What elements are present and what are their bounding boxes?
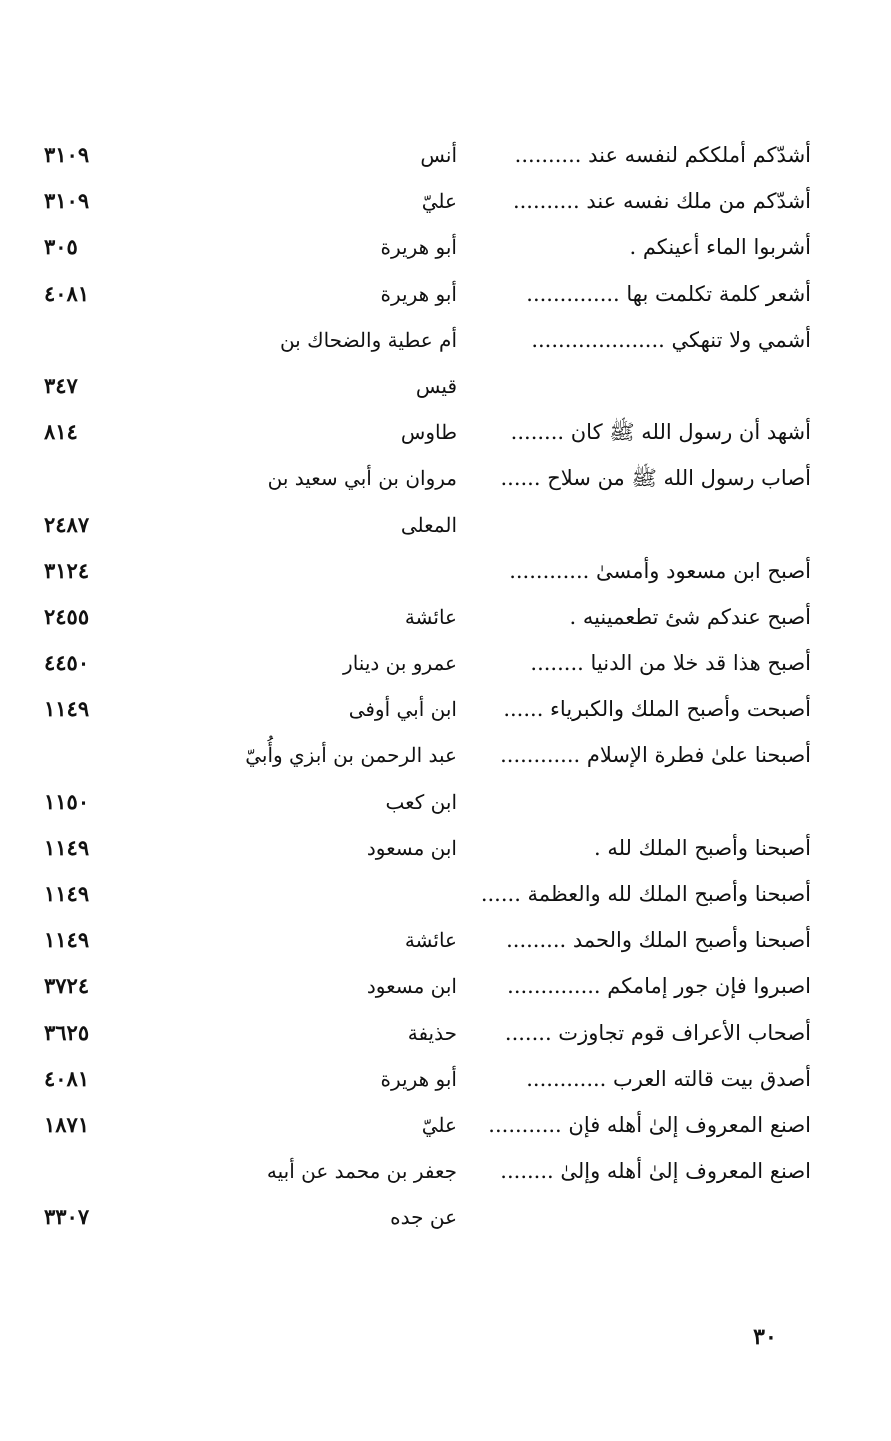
hadith-number: ٣٣٠٧ (44, 1204, 90, 1230)
narrator-name: ابن أبي أوفى (348, 697, 457, 722)
hadith-opening-text: أصدق بيت قالته العرب ............ (526, 1066, 811, 1091)
narrator-name: المعلى (400, 512, 457, 537)
hadith-opening-text: اصبروا فإن جور إمامكم .............. (507, 974, 811, 999)
hadith-opening-text: أصبح هذا قد خلا من الدنيا ........ (530, 651, 811, 676)
index-row (0, 1056, 891, 1102)
index-row (0, 317, 891, 363)
index-row (0, 271, 891, 317)
index-row (0, 825, 891, 871)
hadith-opening-text: أصبحنا علىٰ فطرة الإسلام ............ (500, 743, 811, 768)
hadith-number: ٢٤٨٧ (44, 511, 90, 537)
narrator-name: أنس (420, 143, 457, 167)
hadith-number: ٤٠٨١ (44, 1065, 90, 1091)
hadith-number: ٣١٠٩ (44, 188, 90, 214)
index-row (0, 455, 891, 501)
index-row (0, 732, 891, 778)
index-row (0, 871, 891, 917)
narrator-name: عمرو بن دينار (343, 651, 457, 676)
hadith-opening-text: أشدّكم من ملك نفسه عند .......... (512, 189, 811, 214)
index-row (0, 178, 891, 224)
hadith-number: ١١٤٩ (44, 696, 90, 722)
hadith-number: ٢٤٥٥ (44, 603, 90, 629)
narrator-name: مروان بن أبي سعيد بن (267, 466, 457, 491)
narrator-name: عائشة (404, 928, 457, 953)
hadith-number: ١١٤٩ (44, 881, 90, 906)
narrator-name: أبو هريرة (380, 1066, 457, 1091)
index-row (0, 686, 891, 732)
hadith-number: ٤٠٨١ (44, 280, 90, 306)
hadith-opening-text: أصبحنا وأصبح الملك لله والعظمة ...... (480, 882, 811, 906)
hadith-number: ٨١٤ (44, 419, 78, 445)
hadith-opening-text: أشدّكم أملككم لنفسه عند .......... (514, 143, 811, 167)
index-row (0, 1102, 891, 1148)
hadith-opening-text: أشمي ولا تنهكي .................... (531, 327, 811, 352)
narrator-name: أم عطية والضحاك بن (279, 327, 457, 352)
index-row (0, 1148, 891, 1194)
hadith-opening-text: أصاب رسول الله ﷺ من سلاح ...... (500, 466, 811, 491)
index-row (0, 1010, 891, 1056)
narrator-name: أبو هريرة (380, 235, 457, 260)
index-row (0, 409, 891, 455)
page-number: ٣٠ (753, 1324, 777, 1350)
narrator-name: عليّ (421, 189, 457, 214)
narrator-name: عن جده (390, 1205, 457, 1230)
hadith-opening-text: اصنع المعروف إلىٰ أهله فإن ........... (488, 1112, 811, 1137)
hadith-opening-text: أصبحنا وأصبح الملك والحمد ......... (506, 928, 811, 953)
hadith-number: ٣٦٢٥ (44, 1019, 90, 1045)
index-row (0, 917, 891, 963)
hadith-number: ٣١٠٩ (44, 142, 90, 167)
narrator-name: أبو هريرة (380, 281, 457, 306)
narrator-name: حذيفة (407, 1020, 457, 1045)
hadith-opening-text: أصبحنا وأصبح الملك لله . (593, 835, 811, 860)
hadith-opening-text: اصنع المعروف إلىٰ أهله وإلىٰ ........ (500, 1159, 811, 1184)
narrator-name: عليّ (421, 1112, 457, 1137)
narrator-name: عبد الرحمن بن أبزي وأُبيّ (245, 743, 457, 768)
narrator-name: ابن مسعود (366, 835, 457, 860)
hadith-number: ٣٧٢٤ (44, 973, 90, 999)
index-row (0, 640, 891, 686)
index-row (0, 502, 891, 548)
hadith-number: ١١٤٩ (44, 927, 90, 953)
index-row (0, 594, 891, 640)
hadith-number: ١٨٧١ (44, 1111, 90, 1137)
narrator-name: جعفر بن محمد عن أبيه (266, 1159, 457, 1184)
hadith-number: ٣٤٧ (44, 372, 78, 398)
hadith-opening-text: أشهد أن رسول الله ﷺ كان ........ (510, 420, 811, 445)
hadith-number: ٣١٢٤ (44, 557, 90, 583)
hadith-opening-text: أشربوا الماء أعينكم . (629, 235, 811, 260)
hadith-opening-text: أشعر كلمة تكلمت بها .............. (526, 281, 811, 306)
hadith-number: ٤٤٥٠ (44, 650, 90, 676)
index-row (0, 224, 891, 270)
hadith-opening-text: أصبحت وأصبح الملك والكبرياء ...... (503, 697, 811, 722)
index-row (0, 779, 891, 825)
narrator-name: ابن مسعود (366, 974, 457, 999)
index-row (0, 548, 891, 594)
hadith-opening-text: أصحاب الأعراف قوم تجاوزت ....... (504, 1020, 811, 1045)
index-row (0, 963, 891, 1009)
hadith-number: ٣٠٥ (44, 234, 78, 260)
hadith-opening-text: أصبح ابن مسعود وأمسىٰ ............ (509, 558, 811, 583)
index-row (0, 1194, 891, 1240)
index-row (0, 132, 891, 178)
narrator-name: ابن كعب (385, 789, 457, 814)
narrator-name: قيس (415, 373, 457, 398)
hadith-number: ١١٤٩ (44, 834, 90, 860)
narrator-name: عائشة (404, 604, 457, 629)
hadith-number: ١١٥٠ (44, 788, 90, 814)
hadith-index-table (0, 132, 891, 1241)
index-row (0, 363, 891, 409)
hadith-opening-text: أصبح عندكم شئ تطعمينيه . (569, 604, 811, 629)
narrator-name: طاوس (400, 420, 457, 445)
